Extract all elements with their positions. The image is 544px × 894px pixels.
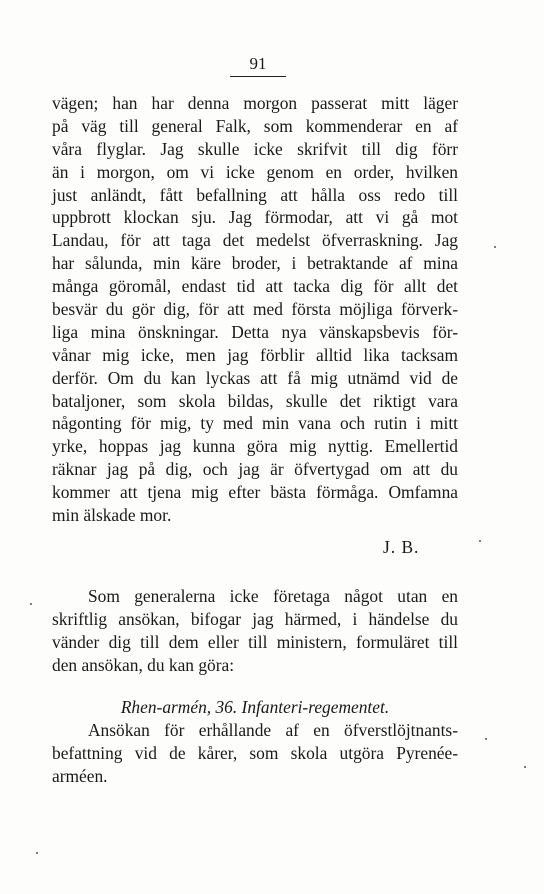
paper-speck (30, 603, 32, 605)
text-line: kommer att tjena mig efter bästa förmåga. Omfamna (52, 482, 458, 503)
paper-speck (494, 246, 496, 248)
text-line: Landau, för att taga det medelst öfverraskning. Jag (52, 230, 458, 251)
text-line: besvär du gör dig, för att med första möjliga förverk- (52, 299, 458, 320)
text-line: Som generalerna icke företaga något utan en (88, 586, 458, 606)
paper-speck (524, 766, 526, 768)
form-body (52, 719, 458, 788)
text-line: arméen. (52, 765, 108, 786)
text-line: räknar jag på dig, och jag är öfvertygad om att du (52, 459, 458, 480)
text-line: än i morgon, om vi icke genom en order, hvilken (52, 161, 458, 182)
paper-speck (479, 540, 481, 542)
text-line: skriftlig ansökan, bifogar jag härmed, i händelse du (52, 608, 458, 629)
text-line: den ansökan, du kan göra: (52, 654, 235, 675)
text-line: befattning vid de kårer, som skola utgöra Pyrenée- (52, 742, 458, 763)
paper-speck (485, 738, 487, 740)
text-line: yrke, hoppas jag kunna göra mig nyttig. Emellertid (52, 436, 458, 457)
text-line: någonting för mig, ty med min vana och rutin i mitt (52, 413, 458, 434)
text-line: min älskade mor. (52, 505, 172, 526)
text-line: vägen; han har denna morgon passerat mitt läger (52, 93, 458, 113)
text-line: våra flyglar. Jag skulle icke skrifvit till dig förr (52, 138, 458, 159)
text-line: har sålunda, min käre broder, i betraktande af mina (52, 253, 458, 274)
letter-body (52, 92, 458, 527)
text-line: vänder dig till dem eller till ministern, formuläret till (52, 631, 458, 652)
text-line: liga mina önskningar. Detta nya vänskapsbevis för- (52, 321, 458, 342)
text-line: uppbrott klockan sju. Jag förmodar, att vi gå mot (52, 207, 458, 228)
text-line: många göromål, endast tid att tacka dig för allt det (52, 276, 458, 297)
text-line: derför. Om du kan lyckas att få mig utnämd vid de (52, 367, 458, 388)
letter-signature: J. B. (383, 537, 420, 557)
form-heading: Rhen-armén, 36. Infanteri-regementet. (120, 697, 390, 717)
text-line: just anländt, fått befallning att hålla oss redo till (52, 184, 458, 205)
text-line: vånar mig icke, men jag förblir alltid lika tacksam (52, 344, 458, 365)
text-line: bataljoner, som skola bildas, skulle det riktigt vara (52, 390, 458, 411)
paper-speck (36, 852, 38, 854)
note-paragraph (52, 585, 458, 677)
page-number: 91 (230, 54, 286, 77)
text-line: på väg till general Falk, som kommenderar en af (52, 115, 458, 136)
text-line: Ansökan för erhållande af en öfverstlöjtnants- (88, 720, 458, 740)
